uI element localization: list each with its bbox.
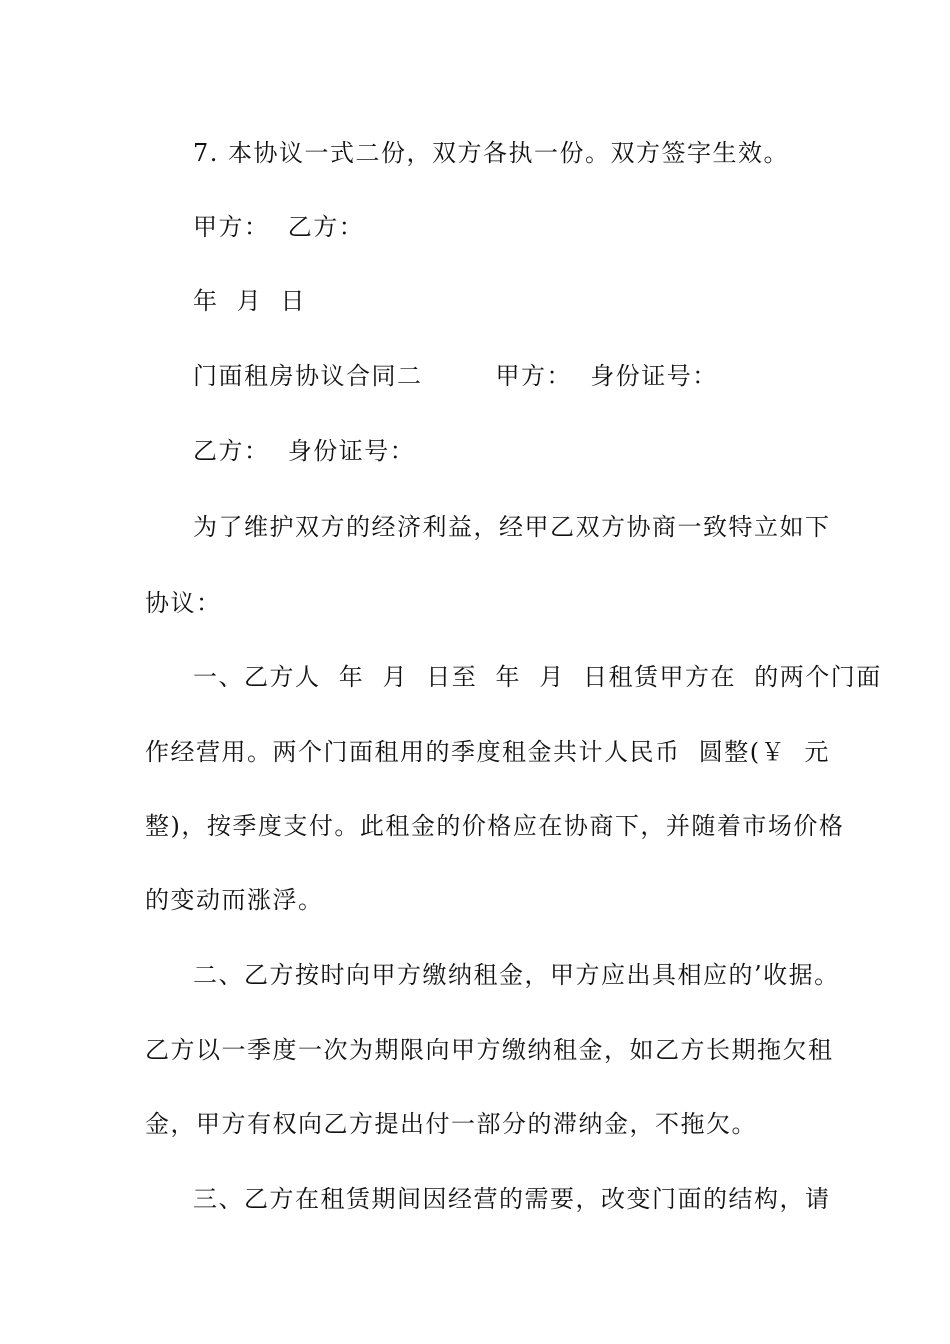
preamble-line-2: 协议：: [145, 589, 222, 617]
signature-date-line: 年 月 日: [193, 287, 307, 315]
signature-parties-line: 甲方： 乙方：: [193, 213, 365, 241]
clause-1-line-2: 作经营用。两个门面租用的季度租金共计人民币 圆整(￥ 元: [145, 738, 830, 766]
preamble-line-1: 为了维护双方的经济利益，经甲乙双方协商一致特立如下: [193, 513, 831, 541]
clause-3-line-1: 三、乙方在租赁期间因经营的需要，改变门面的结构，请: [193, 1185, 831, 1213]
clause-2-line-1: 二、乙方按时向甲方缴纳租金，甲方应出具相应的’收据。: [193, 961, 840, 989]
contract-2-title-line: 门面租房协议合同二 甲方： 身份证号：: [193, 362, 718, 390]
clause-1-line-4: 的变动而涨浮。: [145, 886, 324, 914]
clause-7-line: 7. 本协议一式二份，双方各执一份。双方签字生效。: [193, 139, 790, 167]
clause-1-line-1: 一、乙方人 年 月 日至 年 月 日租赁甲方在 的两个门面: [193, 663, 882, 691]
clause-2-line-2: 乙方以一季度一次为期限向甲方缴纳租金，如乙方长期拖欠租: [145, 1036, 834, 1064]
party-b-id-line: 乙方： 身份证号：: [193, 437, 416, 465]
clause-1-line-3: 整)，按季度支付。此租金的价格应在协商下，并随着市场价格: [145, 812, 845, 840]
clause-2-line-3: 金，甲方有权向乙方提出付一部分的滞纳金，不拖欠。: [145, 1110, 757, 1138]
